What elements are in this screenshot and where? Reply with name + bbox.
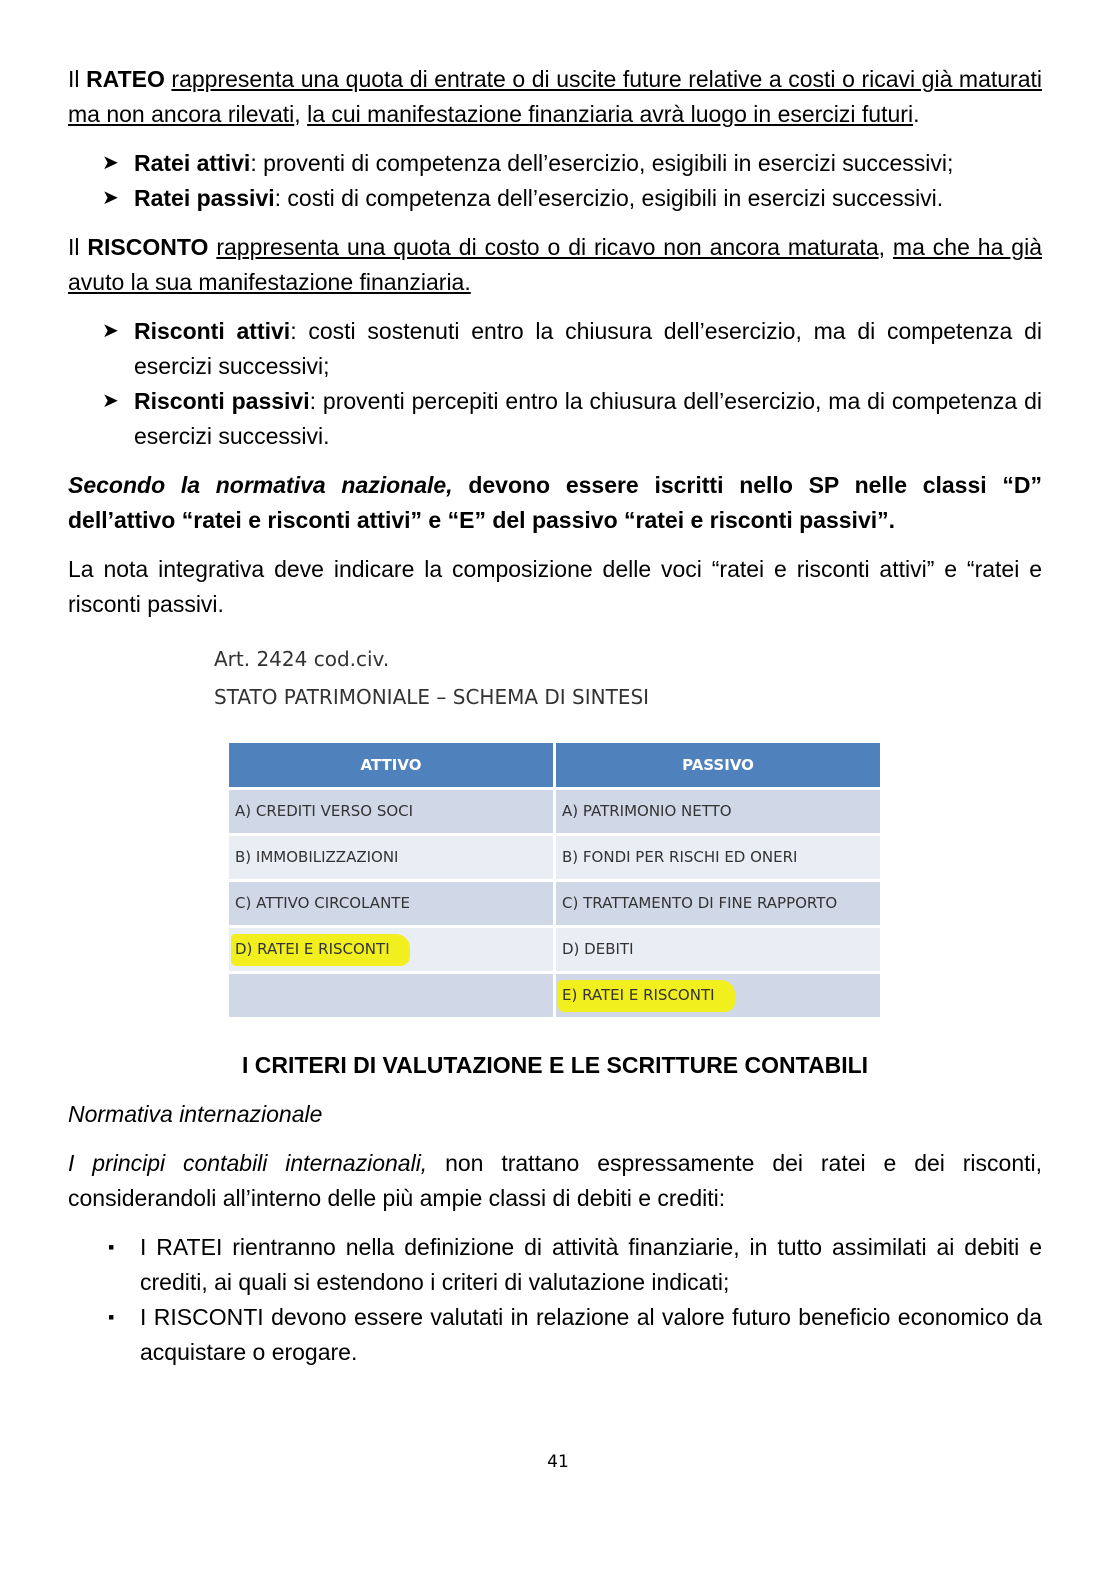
section-heading: I CRITERI DI VALUTAZIONE E LE SCRITTURE CONTABILI	[241, 1052, 869, 1078]
list-item	[68, 181, 1042, 216]
document-page	[68, 62, 1042, 1370]
table-cell	[556, 928, 880, 971]
header-attivo: ATTIVO	[229, 743, 553, 787]
item-term: Ratei passivi	[134, 185, 275, 211]
rateo-term: RATEO	[86, 66, 165, 92]
table-cell	[556, 790, 880, 833]
nota-integrativa-paragraph: La nota integrativa deve indicare la composizione delle voci “ratei e risconti attivi” e “ratei e risconti passivi.	[68, 556, 1042, 617]
table-cell	[229, 790, 553, 833]
item-text: : costi sostenuti entro la chiusura dell’esercizio, ma di competenza di esercizi successivi;	[134, 318, 1042, 379]
table-header-row	[229, 743, 880, 787]
normativa-nazionale-lead: Secondo la normativa nazionale,	[68, 472, 453, 498]
list-item	[68, 1230, 1042, 1300]
page-number: 41	[547, 1452, 569, 1472]
rateo-definition	[68, 62, 1042, 132]
arrow-bullet-icon: ➤	[102, 187, 119, 209]
table-cell	[556, 836, 880, 879]
risconto-separator: ,	[878, 234, 893, 260]
table-cell	[556, 974, 880, 1017]
normativa-nazionale-text: devono essere iscritti nello SP nelle classi “D” dell’attivo “ratei e risconti attivi” e “E” del passivo “ratei e risconti passivi”.	[68, 472, 1042, 533]
normativa-nazionale-paragraph	[68, 468, 1042, 538]
item-text: : costi di competenza dell’esercizio, esigibili in esercizi successivi.	[274, 185, 944, 211]
figure-caption-line1: Art. 2424 cod.civ.	[214, 647, 390, 671]
table-cell	[229, 928, 553, 971]
list-item	[68, 384, 1042, 454]
risconto-prefix: Il	[68, 234, 88, 260]
subheading-normativa-internazionale: Normativa internazionale	[68, 1101, 323, 1127]
cell-text: B) FONDI PER RISCHI ED ONERI	[562, 848, 798, 866]
table-cell	[229, 882, 553, 925]
figure-caption-line2: STATO PATRIMONIALE – SCHEMA DI SINTESI	[214, 685, 650, 709]
header-passivo: PASSIVO	[556, 743, 880, 787]
rateo-definition-part2: la cui manifestazione finanziaria avrà luogo in esercizi futuri	[307, 101, 914, 127]
rateo-prefix: Il	[68, 66, 87, 92]
table-cell	[229, 836, 553, 879]
highlighted-cell-text: D) RATEI E RISCONTI	[231, 934, 410, 966]
arrow-bullet-icon: ➤	[102, 152, 119, 174]
arrow-bullet-icon: ➤	[102, 390, 119, 412]
risconti-list	[68, 314, 1042, 454]
risconto-definition	[68, 230, 1042, 300]
principi-text: non trattano espressamente dei ratei e dei risconti, considerandoli all’interno delle più ampie classi di debiti e crediti:	[68, 1150, 1043, 1211]
rateo-definition-part1: rappresenta una quota di entrate o di uscite future relative a costi o ricavi già maturati ma non ancora rilevati	[68, 66, 1043, 127]
risconto-term: RISCONTO	[87, 234, 209, 260]
ratei-list	[68, 146, 1042, 216]
table-row	[229, 790, 880, 833]
principi-lead: I principi contabili internazionali,	[68, 1150, 428, 1176]
item-term: Risconti attivi	[134, 318, 291, 344]
table-row	[229, 928, 880, 971]
table-row	[229, 882, 880, 925]
list-item	[68, 146, 1042, 181]
square-bullet-icon: ▪	[108, 1307, 115, 1327]
item-text: : proventi percepiti entro la chiusura dell’esercizio, ma di competenza di esercizi successivi.	[134, 388, 1043, 449]
risconto-definition-part2: ma che ha già avuto la sua manifestazione finanziaria.	[68, 234, 1042, 295]
cell-text: A) PATRIMONIO NETTO	[562, 802, 732, 820]
cell-text: D) DEBITI	[562, 940, 634, 958]
cell-text: A) CREDITI VERSO SOCI	[235, 802, 414, 820]
cell-text: B) IMMOBILIZZAZIONI	[235, 848, 399, 866]
table-row	[229, 836, 880, 879]
item-text: I RATEI rientranno nella definizione di attività finanziarie, in tutto assimilati ai debiti e crediti, ai quali si estendono i criteri di valutazione indicati;	[140, 1234, 1042, 1295]
item-text: I RISCONTI devono essere valutati in relazione al valore futuro beneficio economico da acquistare o erogare.	[140, 1304, 1042, 1365]
highlighted-cell-text: E) RATEI E RISCONTI	[558, 980, 735, 1012]
item-text: : proventi di competenza dell’esercizio, esigibili in esercizi successivi;	[250, 150, 954, 176]
risconto-definition-part1: rappresenta una quota di costo o di ricavo non ancora maturata	[216, 234, 879, 260]
table-cell	[229, 974, 553, 1017]
cell-text: C) TRATTAMENTO DI FINE RAPPORTO	[562, 894, 838, 912]
table-row	[229, 974, 880, 1017]
table-cell	[556, 882, 880, 925]
square-bullet-icon: ▪	[108, 1237, 115, 1257]
criteri-list	[68, 1230, 1042, 1370]
list-item	[68, 314, 1042, 384]
cell-text: C) ATTIVO CIRCOLANTE	[235, 894, 410, 912]
arrow-bullet-icon: ➤	[102, 320, 119, 342]
rateo-separator: ,	[294, 101, 308, 127]
item-term: Risconti passivi	[134, 388, 310, 414]
stato-patrimoniale-figure	[68, 642, 1042, 1042]
stato-patrimoniale-table	[226, 740, 883, 1020]
principi-paragraph	[68, 1146, 1042, 1216]
list-item	[68, 1300, 1042, 1370]
rateo-end: .	[913, 101, 920, 127]
item-term: Ratei attivi	[134, 150, 251, 176]
